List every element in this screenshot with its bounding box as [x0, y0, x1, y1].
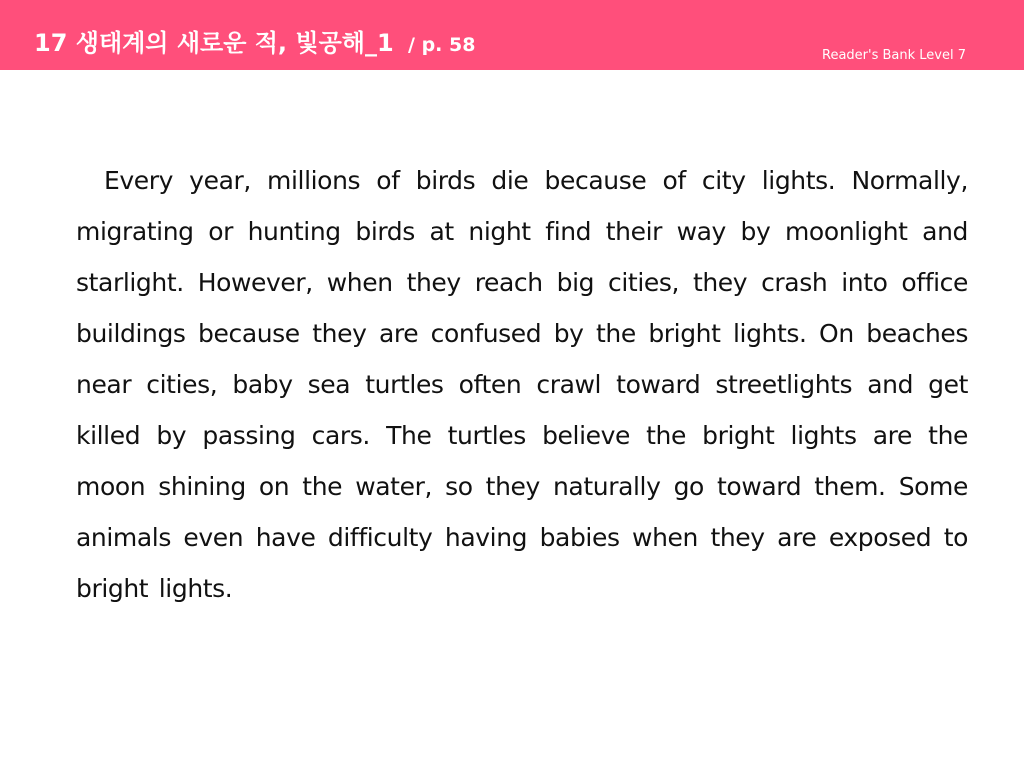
page-reference: / p. 58 [408, 34, 476, 56]
brand-label: Reader's Bank Level 7 [822, 48, 966, 63]
lesson-title-line [34, 28, 475, 60]
header-bar [0, 0, 1024, 70]
reading-passage: Every year, millions of birds die because of city lights. Normally, migrating or hunting birds at night find their way by moonlight and starlight. However, when they reach big cities, they crash into office buildings because they are confused by the bright lights. On beaches near cities, baby sea turtles often crawl toward streetlights and get killed by passing cars. The turtles believe the bright lights are the moon shining on the water, so they naturally go toward them. Some animals even have difficulty having babies when they are exposed to bright lights. [76, 166, 968, 603]
lesson-title: 17 생태계의 새로운 적, 빛공해_1 [34, 29, 394, 57]
